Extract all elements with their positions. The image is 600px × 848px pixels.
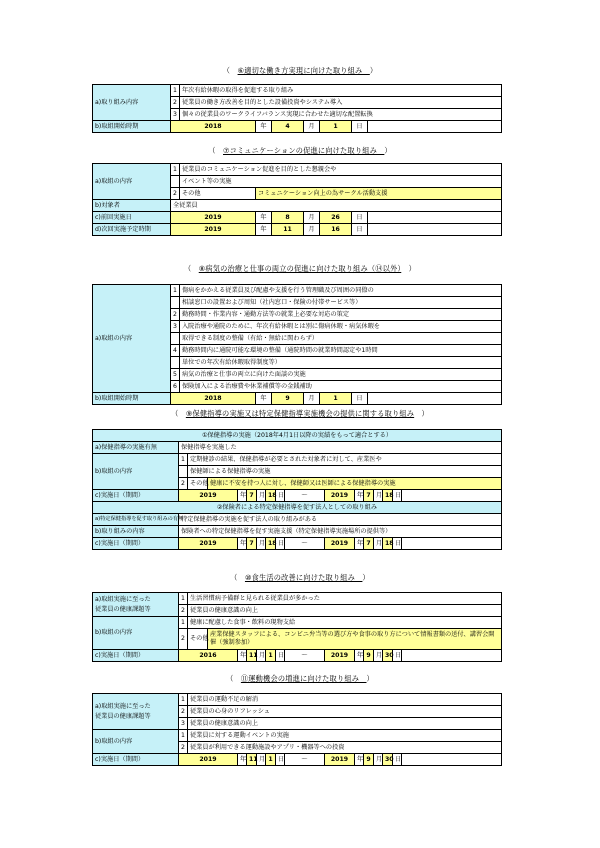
section-10-table [92,592,502,662]
day-unit: 日 [276,650,285,662]
s10-item-number: 1 [179,617,188,629]
s7-item-number: 2 [171,188,180,200]
s9-c2-end-year[interactable]: 2019 [325,538,355,550]
s11-b-label: b)取組の内容 [93,730,179,754]
s7-item-number: 1 [171,164,180,176]
s10-c-end-day[interactable]: 30 [383,650,393,662]
s9-b-label: b)取組の内容 [93,454,179,490]
range-tilde: ～ [285,490,325,502]
s10-c-start-day[interactable]: 1 [266,650,276,662]
month-unit: 月 [374,754,383,766]
day-unit: 日 [276,538,285,550]
year-unit: 年 [256,212,272,224]
s7-next-label: d)次回実施予定時期 [93,224,171,236]
s9-sub1-header: ①保健指導の実施（2018年4月1日以降の実績をもって適合とする） [93,430,502,442]
year-unit: 年 [355,538,364,550]
s11-c-end-year[interactable]: 2019 [325,754,355,766]
s8-item-number: 3 [171,321,180,333]
section-9-table [92,429,502,550]
month-unit: 月 [304,212,320,224]
s9-c-label: c)実施日（期間） [93,490,179,502]
s9-c-start-month[interactable]: 7 [247,490,257,502]
month-unit: 月 [304,393,320,405]
section-8-title: （ ⑧病気の治療と仕事の両立の促進に向けた取り組み（⑭以外） ） [183,264,417,273]
s6-start-month[interactable]: 4 [272,121,304,133]
section-9-title: （ ⑨保健指導の実施又は特定保健指導実施機会の提供に関する取り組み ） [171,409,429,418]
day-unit: 日 [352,393,368,405]
day-unit: 日 [276,754,285,766]
month-unit: 月 [304,224,320,236]
s9-c2-end-day[interactable]: 18 [383,538,393,550]
year-unit: 年 [355,650,364,662]
range-tilde: ～ [285,754,325,766]
s11-c-start-month[interactable]: 11 [247,754,257,766]
s7-other-text[interactable]: コミュニケーション向上の為サークル活動支援 [256,188,502,200]
s8-item-number [171,333,180,345]
year-unit: 年 [355,490,364,502]
s8-item-number: 4 [171,345,180,357]
s6-item[interactable]: 年次有給休暇の取得を促進する取り組み [180,85,502,97]
s11-item-number: 1 [179,694,188,706]
s8-item[interactable]: 病気の治療と仕事の両立に向けた面談の実施 [180,369,502,381]
day-unit: 日 [393,538,402,550]
s9-c-end-day[interactable]: 18 [383,490,393,502]
s8-item[interactable]: 勤務時間内に通院可能な環境の整備（通院時間の就業時間認定や1時間 [180,345,502,357]
s11-c-start-year[interactable]: 2019 [179,754,238,766]
s10-item-number: 2 [179,605,188,617]
s11-a-label: a)取組実施に至った 従業員の健康課題等 [93,694,179,730]
s6-item[interactable]: 従業員の働き方改善を目的とした設備投資やシステム導入 [180,97,502,109]
s9-a2-value[interactable]: 特定保健指導の実施を促す法人の取り組みがある [179,514,502,526]
s8-content-label: a)取組の内容 [93,285,171,393]
s10-c-end-month[interactable]: 9 [364,650,374,662]
s9-b2-label: b)取り組みの内容 [93,526,179,538]
s7-item[interactable]: 従業員のコミュニケーション促進を目的とした懇親会や [180,164,502,176]
s7-item-cont[interactable]: イベント等の実施 [180,176,502,188]
s8-item-number: 5 [171,369,180,381]
s10-c-end-year[interactable]: 2019 [325,650,355,662]
s9-c-start-day[interactable]: 18 [266,490,276,502]
year-unit: 年 [256,393,272,405]
s11-c-label: c)実施日（期間） [93,754,179,766]
s9-c-end-year[interactable]: 2019 [325,490,355,502]
s11-item-number: 2 [179,742,188,754]
s11-item-number: 2 [179,706,188,718]
s10-c-label: c)実施日（期間） [93,650,179,662]
month-unit: 月 [257,538,266,550]
s9-c2-label: c)実施日（期間） [93,538,179,550]
month-unit: 月 [257,650,266,662]
s10-c-start-month[interactable]: 11 [247,650,257,662]
s11-item-number: 1 [179,730,188,742]
s9-other-label: その他 [188,478,208,490]
s8-item-number [171,357,180,369]
s9-c2-start-month[interactable]: 7 [247,538,257,550]
month-unit: 月 [374,490,383,502]
s9-sub2-header: ②保険者による特定保健指導を促す法人としての取り組み [93,502,502,514]
s7-next-day[interactable]: 16 [320,224,352,236]
s7-next-year[interactable]: 2019 [171,224,256,236]
s11-a-item[interactable]: 従業員の運動不足の解消 [188,694,502,706]
s7-prev-label: c)前回実施日 [93,212,171,224]
range-tilde: ～ [285,650,325,662]
s10-a-item[interactable]: 従業員の健康意識の向上 [188,605,502,617]
day-unit: 日 [352,224,368,236]
s9-item-number: 1 [179,454,188,466]
month-unit: 月 [374,538,383,550]
s9-c-end-month[interactable]: 7 [364,490,374,502]
s8-start-month[interactable]: 9 [272,393,304,405]
s7-target[interactable]: 全従業員 [171,200,502,212]
s11-b-item[interactable]: 従業員が利用できる運動施設やアプリ・機器等への投資 [188,742,502,754]
s6-item-number: 2 [171,97,180,109]
s9-b2-value[interactable]: 保険者への特定保健指導を促す実施支援（特定保健指導実施場所の提供等） [179,526,502,538]
section-8-table [92,284,502,405]
s10-a-label: a)取組実施に至った 従業員の健康課題等 [93,593,179,617]
s10-other-text[interactable]: 産業保健スタッフによる、コンビニ弁当等の選び方や食事の取り方について情報書類の送付、講習会開催（強制参加） [208,629,502,650]
section-11-title: （ ⑪運動機会の増進に向けた取り組み ） [226,674,374,683]
section-7-table [92,163,502,236]
s8-item[interactable]: 勤務時間・作業内容・通勤方法等の就業上必要な対応の策定 [180,309,502,321]
year-unit: 年 [256,224,272,236]
s6-item[interactable]: 個々の従業員のワークライフバランス実現に合わせた適切な配置転換 [180,109,502,121]
s9-c2-start-day[interactable]: 18 [266,538,276,550]
s8-start-year[interactable]: 2018 [171,393,256,405]
month-unit: 月 [374,650,383,662]
s11-b-item[interactable]: 従業員に対する運動イベントの実施 [188,730,502,742]
s10-b-item[interactable]: 健康に配慮した食事・飲料の現物支給 [188,617,502,629]
s8-item[interactable]: 単位での年次有給休暇取得制度等） [180,357,502,369]
s8-item[interactable]: 取得できる制度の整備（有給・無給に関わらず） [180,333,502,345]
s11-a-item[interactable]: 従業員の健康意識の向上 [188,718,502,730]
s8-item-number: 2 [171,309,180,321]
s8-item[interactable]: 保険加入による治療費や休業補償等の金銭補助 [180,381,502,393]
s7-prev-year[interactable]: 2019 [171,212,256,224]
s10-c-start-year[interactable]: 2016 [179,650,238,662]
day-unit: 日 [393,754,402,766]
s9-c2-start-year[interactable]: 2019 [179,538,238,550]
year-unit: 年 [238,754,247,766]
s8-item-number: 1 [171,285,180,297]
s10-a-item[interactable]: 生活習慣病予備群と見られる従業員が多かった [188,593,502,605]
year-unit: 年 [355,754,364,766]
range-tilde: ～ [285,538,325,550]
s7-content-label: a)取組の内容 [93,164,171,200]
s7-prev-day[interactable]: 26 [320,212,352,224]
section-6-title: （ ⑥適切な働き方実現に向けた取り組み ） [222,66,378,75]
s8-start-label: b)取組開始時期 [93,393,171,405]
s9-c-start-year[interactable]: 2019 [179,490,238,502]
s6-content-label: a)取り組み内容 [93,85,171,121]
section-11-table [92,693,502,766]
s11-item-number: 3 [179,718,188,730]
s7-other-label: その他 [180,188,256,200]
month-unit: 月 [304,121,320,133]
section-7-title: （ ⑦コミュニケーションの促進に向けた取り組み ） [208,146,392,155]
s8-item[interactable]: 傷病をかかえる従業員及び配慮や支援を行う管理職及び周囲の同僚の [180,285,502,297]
year-unit: 年 [256,121,272,133]
s10-other-label: その他 [188,629,208,650]
s7-prev-month[interactable]: 8 [272,212,304,224]
month-unit: 月 [257,754,266,766]
s8-start-day[interactable]: 1 [320,393,352,405]
s7-next-month[interactable]: 11 [272,224,304,236]
s8-item-number [171,297,180,309]
s6-start-day[interactable]: 1 [320,121,352,133]
day-unit: 日 [393,650,402,662]
s6-item-number: 3 [171,109,180,121]
s10-b-label: b)取組の内容 [93,617,179,650]
s10-item-number: 1 [179,593,188,605]
s6-item-number: 1 [171,85,180,97]
s9-b-item[interactable]: 定期健診の結果、保健指導が必要とされた対象者に対して、産業医や [188,454,502,466]
s9-a2-label: a)特定保健指導を促す取り組みの有無 [93,514,179,526]
day-unit: 日 [352,212,368,224]
day-unit: 日 [393,490,402,502]
s9-item-number: 2 [179,478,188,490]
year-unit: 年 [238,538,247,550]
day-unit: 日 [276,490,285,502]
s9-b-item-cont[interactable]: 保健師による保健指導の実施 [188,466,502,478]
s11-c-end-day[interactable]: 30 [383,754,393,766]
s9-a-label: a)保健指導の実施有無 [93,442,179,454]
s7-target-label: b)対象者 [93,200,171,212]
s6-start-label: b)取組開始時期 [93,121,171,133]
s8-item-number: 6 [171,381,180,393]
s11-c-start-day[interactable]: 1 [266,754,276,766]
year-unit: 年 [238,650,247,662]
s11-c-end-month[interactable]: 9 [364,754,374,766]
month-unit: 月 [257,490,266,502]
s6-start-year[interactable]: 2018 [171,121,256,133]
section-10-title: （ ⑩食生活の改善に向けた取り組み ） [230,573,370,582]
s9-other-text[interactable]: 健康に不安を持つ人に対し、保健師又は医師による保健指導の実施 [208,478,502,490]
s8-item[interactable]: 入院治療や通院のために、年次有給休暇とは別に傷病休暇・病気休暇を [180,321,502,333]
s10-item-number: 2 [179,629,188,650]
section-6-table [92,84,502,133]
s11-a-item[interactable]: 従業員の心身のリフレッシュ [188,706,502,718]
s8-item[interactable]: 相談窓口の設置および周知（社内窓口・保険の付帯サービス等） [180,297,502,309]
s9-a-value[interactable]: 保健指導を実施した [179,442,502,454]
s9-c2-end-month[interactable]: 7 [364,538,374,550]
year-unit: 年 [238,490,247,502]
day-unit: 日 [352,121,368,133]
